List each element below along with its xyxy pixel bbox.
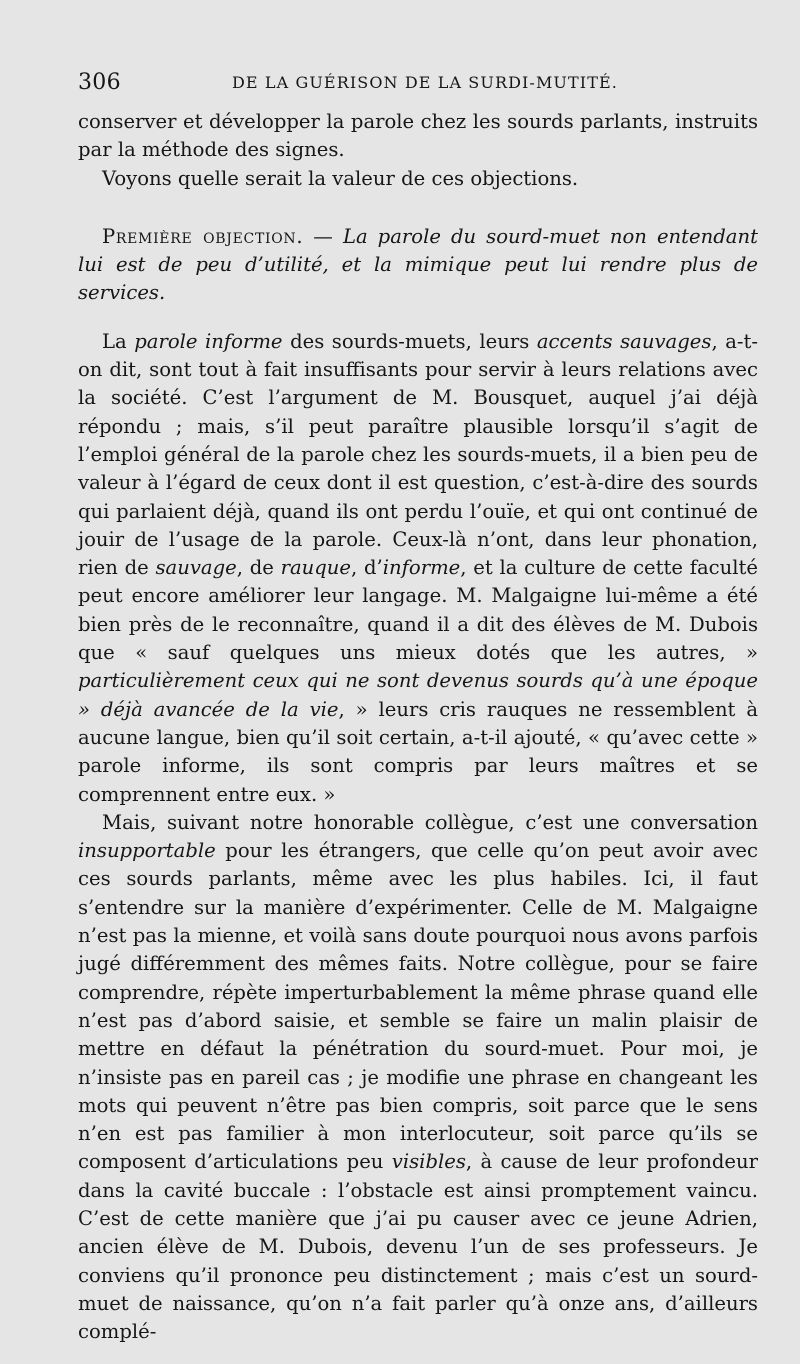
paragraph-conversation [78, 809, 758, 1347]
italic-term: parole informe [134, 329, 283, 353]
text-segment: La [102, 329, 135, 353]
objection-label: Première objection. [102, 224, 304, 248]
italic-term: accents sauvages [536, 329, 712, 353]
paragraph-intro: Voyons quelle serait la valeur de ces objections. [102, 166, 579, 190]
objection-text: La parole du sourd-muet non entendant lui est de peu d’utilité, et la mimique peut lui rendre plus de services. [78, 224, 758, 305]
paragraph-argument [78, 328, 758, 809]
text-segment: , d’ [351, 556, 383, 580]
running-title: DE LA GUÉRISON DE LA SURDI-MUTITÉ. [232, 73, 618, 92]
italic-term: insupportable [78, 839, 216, 863]
objection-dash: — [303, 224, 343, 248]
text-segment: , » leurs cris rauques ne ressemblent à aucune langue, bien qu’il soit certain, a-t-il ajouté, « qu’avec cette » parole informe, ils sont compris par leurs maîtres et se comprennent entre eux. » [78, 697, 758, 806]
objection-heading [78, 223, 758, 308]
page-number: 306 [78, 70, 121, 95]
page-header [78, 70, 758, 100]
italic-term: sauvage [155, 556, 237, 580]
text-segment: pour les étrangers, que celle qu’on peut avoir avec ces sourds parlants, même avec les plus habiles. Ici, il faut s’entendre sur la manière d’expérimenter. Celle de M. Malgaigne n’est pas la mienne, et voilà sans doute pourquoi nous avons parfois jugé différemment des mêmes faits. Notre collègue, pour se faire comprendre, répète imperturbablement la même phrase quand elle n’est pas d’abord saisie, et semble se faire un malin plaisir de mettre en défaut la pénétration du sourd-muet. Pour moi, je n’insiste pas en pareil cas ; je modifie une phrase en changeant les mots qui peuvent n’être pas bien compris, soit parce que le sens n’en est pas familier à mon interlocuteur, soit parce qu’ils se composent d’articulations peu [78, 839, 758, 1174]
text-segment: , de [236, 556, 281, 580]
text-segment: des sourds-muets, leurs [282, 329, 537, 353]
italic-quote: particulièrement ceux qui ne sont devenus sourds qu’à une époque » déjà avancée de la vie [78, 669, 758, 721]
page-body [78, 108, 758, 1346]
italic-term: visibles [391, 1150, 466, 1174]
text-segment: , a-t-on dit, sont tout à fait insuffisants pour servir à leurs relations avec la société. C’est l’argument de M. Bousquet, auquel j’ai déjà répondu ; mais, s’il peut paraître plausible lorsqu’il s’agit de l’emploi général de la parole chez les sourds-muets, il a bien peu de valeur à l’égard de ceux dont il est question, c’est-à-dire des sourds qui parlaient déjà, quand ils ont perdu l’ouïe, et qui ont continué de jouir de l’usage de la parole. Ceux-là n’ont, dans leur phonation, rien de [78, 329, 759, 580]
text-segment: , à cause de leur profondeur dans la cavité buccale : l’obstacle est ainsi promptement vaincu. C’est de cette manière que j’ai pu causer avec ce jeune Adrien, ancien élève de M. Dubois, devenu l’un de ses professeurs. Je conviens qu’il prononce peu distinctement ; mais c’est un sourd-muet de naissance, qu’on n’a fait parler qu’à onze ans, d’ailleurs complé- [78, 1150, 759, 1344]
paragraph-continuation: conserver et développer la parole chez les sourds parlants, instruits par la méthode des signes. [78, 110, 758, 162]
italic-term: informe [382, 556, 461, 580]
text-segment: , et la culture de cette faculté peut encore améliorer leur langage. M. Malgaigne lui-même a été bien près de le reconnaître, quand il a dit des élèves de M. Dubois que « sauf quelques uns mieux dotés que les autres, » [78, 556, 758, 665]
text-segment: Mais, suivant notre honorable collègue, c’est une conversation [102, 810, 758, 834]
italic-term: rauque [280, 556, 352, 580]
